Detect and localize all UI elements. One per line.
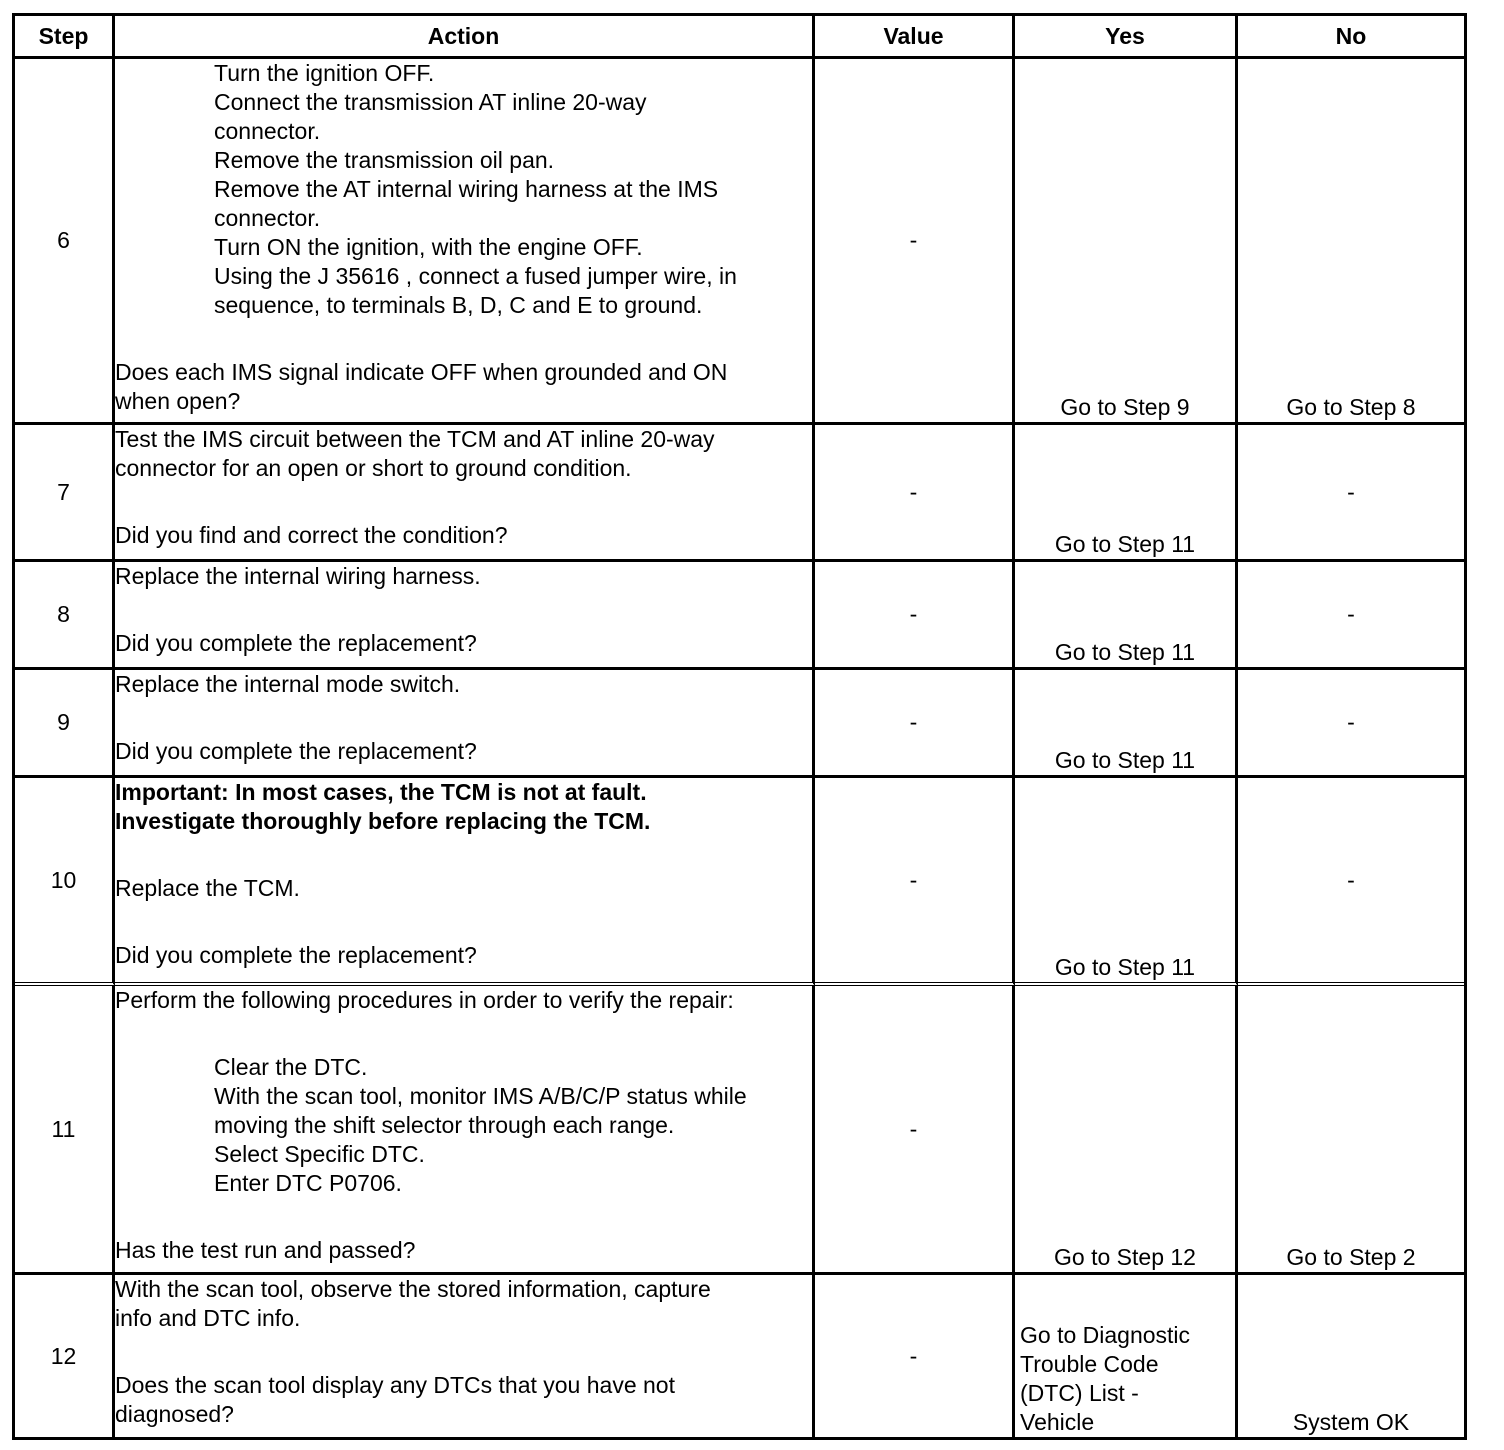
important-note: Important: In most cases, the TCM is not at fault. <box>115 779 647 805</box>
step-number: 11 <box>15 986 115 1275</box>
action-cell <box>115 1275 815 1437</box>
action-text: connector for an open or short to ground condition. <box>115 455 632 481</box>
no-cell: - <box>1238 778 1464 986</box>
header-row <box>15 16 1464 59</box>
question-text: Did you complete the replacement? <box>115 942 477 968</box>
yes-link[interactable]: Go to Step 11 <box>1015 562 1238 670</box>
header-action: Action <box>115 16 815 59</box>
step-number: 7 <box>15 425 115 562</box>
procedure-step: Remove the AT internal wiring harness at the IMS <box>214 176 719 202</box>
yes-link-line: Trouble Code <box>1020 1351 1159 1377</box>
yes-link[interactable]: Go to Step 12 <box>1015 986 1238 1275</box>
value-cell: - <box>815 59 1015 425</box>
procedure-step: Using the J 35616 , connect a fused jumper wire, in <box>214 263 737 289</box>
question-text: when open? <box>115 388 241 414</box>
procedure-step: Turn the ignition OFF. <box>214 60 435 86</box>
question-text: Does the scan tool display any DTCs that you have not <box>115 1372 675 1398</box>
value-cell: - <box>815 562 1015 670</box>
procedure-step: Enter DTC P0706. <box>214 1170 402 1196</box>
no-result: System OK <box>1292 1409 1410 1435</box>
yes-link[interactable]: Go to Step 11 <box>1015 425 1238 562</box>
procedure-step: sequence, to terminals B, D, C and E to ground. <box>214 292 703 318</box>
yes-link[interactable]: Go to Step 11 <box>1015 778 1238 986</box>
important-note: Investigate thoroughly before replacing the TCM. <box>115 808 651 834</box>
value-cell: - <box>815 778 1015 986</box>
header-step: Step <box>15 16 115 59</box>
question-text: diagnosed? <box>115 1401 234 1427</box>
procedure-step: moving the shift selector through each range. <box>214 1112 675 1138</box>
question-text: Did you complete the replacement? <box>115 630 477 656</box>
action-text: Perform the following procedures in order to verify the repair: <box>115 987 734 1013</box>
header-value: Value <box>815 16 1015 59</box>
yes-link[interactable]: Go to Step 9 <box>1015 59 1238 425</box>
action-text: info and DTC info. <box>115 1305 301 1331</box>
table-row <box>15 562 1464 670</box>
diagnostic-table <box>12 13 1467 1440</box>
action-cell <box>115 670 815 778</box>
question-text: Did you complete the replacement? <box>115 738 477 764</box>
table-row <box>15 670 1464 778</box>
step-number: 6 <box>15 59 115 425</box>
yes-link[interactable] <box>1015 1275 1238 1437</box>
question-text: Did you find and correct the condition? <box>115 522 508 548</box>
header-yes: Yes <box>1015 16 1238 59</box>
action-cell <box>115 425 815 562</box>
no-cell: - <box>1238 562 1464 670</box>
action-cell <box>115 778 815 986</box>
yes-link-line: Vehicle <box>1020 1409 1095 1435</box>
yes-link-line: Go to Diagnostic <box>1020 1322 1191 1348</box>
procedure-step: Connect the transmission AT inline 20-way <box>214 89 647 115</box>
table-row <box>15 425 1464 562</box>
procedure-step: connector. <box>214 118 321 144</box>
question-text: Does each IMS signal indicate OFF when grounded and ON <box>115 359 728 385</box>
value-cell: - <box>815 986 1015 1275</box>
procedure-step: Remove the transmission oil pan. <box>214 147 555 173</box>
procedure-step: With the scan tool, monitor IMS A/B/C/P status while <box>214 1083 747 1109</box>
action-cell <box>115 562 815 670</box>
step-number: 8 <box>15 562 115 670</box>
table-row <box>15 986 1464 1275</box>
procedure-step: Select Specific DTC. <box>214 1141 425 1167</box>
action-text: Replace the TCM. <box>115 875 300 901</box>
value-cell: - <box>815 670 1015 778</box>
table-row <box>15 1275 1464 1437</box>
action-cell <box>115 59 815 425</box>
procedure-step: Turn ON the ignition, with the engine OFF. <box>214 234 643 260</box>
table-row <box>15 778 1464 986</box>
no-link[interactable]: Go to Step 2 <box>1238 986 1464 1275</box>
yes-link[interactable]: Go to Step 11 <box>1015 670 1238 778</box>
yes-link-line: (DTC) List - <box>1020 1380 1139 1406</box>
header-no: No <box>1238 16 1464 59</box>
step-number: 10 <box>15 778 115 986</box>
question-text: Has the test run and passed? <box>115 1237 416 1263</box>
no-cell: - <box>1238 425 1464 562</box>
no-cell: - <box>1238 670 1464 778</box>
step-number: 9 <box>15 670 115 778</box>
no-link[interactable]: Go to Step 8 <box>1238 59 1464 425</box>
action-text: Replace the internal mode switch. <box>115 671 461 697</box>
action-cell <box>115 986 815 1275</box>
action-text: Test the IMS circuit between the TCM and AT inline 20-way <box>115 426 715 452</box>
procedure-step: Clear the DTC. <box>214 1054 368 1080</box>
step-number: 12 <box>15 1275 115 1437</box>
table-row <box>15 59 1464 425</box>
action-text: Replace the internal wiring harness. <box>115 563 481 589</box>
value-cell: - <box>815 425 1015 562</box>
procedure-step: connector. <box>214 205 321 231</box>
action-text: With the scan tool, observe the stored information, capture <box>115 1276 711 1302</box>
value-cell: - <box>815 1275 1015 1437</box>
